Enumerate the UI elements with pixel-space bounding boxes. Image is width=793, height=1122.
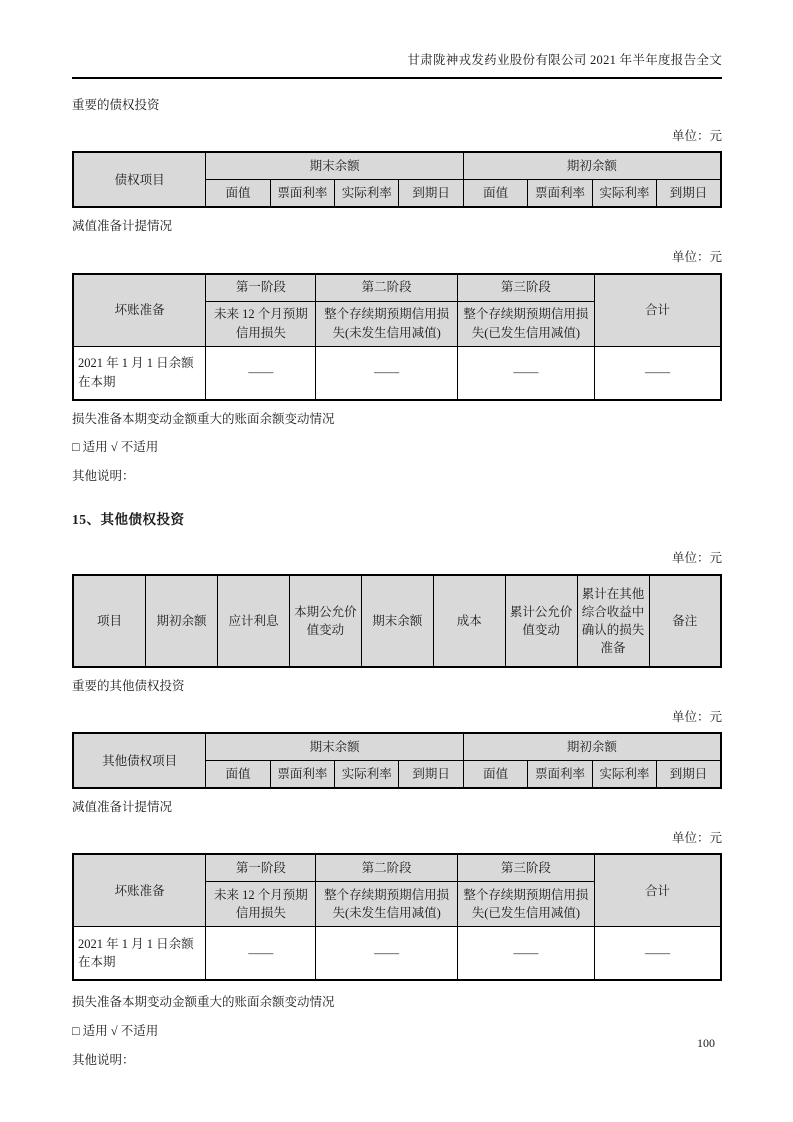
col-header-stage1: 第一阶段 xyxy=(206,854,316,882)
col-header-coupon-rate: 票面利率 xyxy=(270,761,334,789)
unit-label: 单位：元 xyxy=(671,830,722,845)
col-header-maturity-date: 到期日 xyxy=(657,761,721,789)
other-notes-label: 其他说明： xyxy=(72,1052,135,1067)
col-header-coupon-rate: 票面利率 xyxy=(270,180,334,208)
cell-dash: —— xyxy=(206,346,316,400)
unit-label: 单位：元 xyxy=(671,551,722,566)
row-label-balance-jan1: 2021 年 1 月 1 日余额在本期 xyxy=(73,927,206,981)
col-header-ending-balance: 期末余额 xyxy=(361,575,433,667)
col-header-cumulative-fv-change: 累计公允价值变动 xyxy=(505,575,577,667)
col-header-stage3-desc: 整个存续期预期信用损失(已发生信用减值) xyxy=(457,882,594,927)
page-number: 100 xyxy=(697,1036,715,1050)
col-group-beginning-balance: 期初余额 xyxy=(463,152,721,180)
cell-dash: —— xyxy=(316,927,457,981)
bad-debt-provision-table-2 xyxy=(72,853,722,981)
cell-dash: —— xyxy=(457,346,594,400)
col-header-accrued-interest: 应计利息 xyxy=(217,575,289,667)
col-header-face-value: 面值 xyxy=(206,180,270,208)
col-header-coupon-rate: 票面利率 xyxy=(528,761,592,789)
col-header-stage1-desc: 未来 12 个月预期信用损失 xyxy=(206,301,316,346)
col-header-effective-rate: 实际利率 xyxy=(592,761,656,789)
other-debt-detail-table xyxy=(72,574,722,668)
col-header-maturity-date: 到期日 xyxy=(657,180,721,208)
cell-dash: —— xyxy=(595,346,721,400)
col-header-stage2-desc: 整个存续期预期信用损失(未发生信用减值) xyxy=(316,301,457,346)
col-header-beginning-balance: 期初余额 xyxy=(146,575,218,667)
impairment-label: 减值准备计提情况 xyxy=(72,219,173,234)
col-header-face-value: 面值 xyxy=(463,180,527,208)
loss-change-label: 损失准备本期变动金额重大的账面余额变动情况 xyxy=(72,411,335,426)
important-other-debt-label: 重要的其他债权投资 xyxy=(72,678,185,693)
cell-dash: —— xyxy=(316,346,457,400)
col-header-remarks: 备注 xyxy=(649,575,721,667)
important-debt-label: 重要的债权投资 xyxy=(72,98,160,112)
col-header-coupon-rate: 票面利率 xyxy=(528,180,592,208)
col-header-face-value: 面值 xyxy=(206,761,270,789)
col-header-stage3-desc: 整个存续期预期信用损失(已发生信用减值) xyxy=(457,301,594,346)
col-header-maturity-date: 到期日 xyxy=(399,180,463,208)
unit-label: 单位：元 xyxy=(671,249,722,264)
col-header-stage1-desc: 未来 12 个月预期信用损失 xyxy=(206,882,316,927)
col-header-stage1: 第一阶段 xyxy=(206,274,316,302)
other-debt-investment-table xyxy=(72,732,722,789)
col-header-stage2: 第二阶段 xyxy=(316,274,457,302)
col-header-item: 项目 xyxy=(73,575,146,667)
document-header-title: 甘肃陇神戎发药业股份有限公司 2021 年半年度报告全文 xyxy=(72,50,722,79)
col-header-bad-debt: 坏账准备 xyxy=(73,854,206,927)
col-header-effective-rate: 实际利率 xyxy=(335,180,399,208)
cell-dash: —— xyxy=(595,927,721,981)
col-header-fv-change-current: 本期公允价值变动 xyxy=(289,575,361,667)
other-notes-label: 其他说明： xyxy=(72,468,135,483)
loss-change-label: 损失准备本期变动金额重大的账面余额变动情况 xyxy=(72,995,335,1010)
section-15-heading: 15、其他债权投资 xyxy=(72,512,185,528)
row-label-balance-jan1: 2021 年 1 月 1 日余额在本期 xyxy=(73,346,206,400)
cell-dash: —— xyxy=(206,927,316,981)
debt-investment-table xyxy=(72,151,722,208)
col-header-total: 合计 xyxy=(595,274,721,347)
col-group-beginning-balance: 期初余额 xyxy=(463,733,721,761)
col-header-maturity-date: 到期日 xyxy=(399,761,463,789)
unit-label: 单位：元 xyxy=(671,709,722,724)
col-header-face-value: 面值 xyxy=(463,761,527,789)
col-header-effective-rate: 实际利率 xyxy=(592,180,656,208)
col-header-bad-debt: 坏账准备 xyxy=(73,274,206,347)
bad-debt-provision-table xyxy=(72,273,722,401)
col-header-stage3: 第三阶段 xyxy=(457,854,594,882)
col-header-loss-provision-oci: 累计在其他综合收益中确认的损失准备 xyxy=(577,575,649,667)
col-header-effective-rate: 实际利率 xyxy=(335,761,399,789)
col-header-debt-item: 债权项目 xyxy=(73,152,206,207)
col-header-stage2: 第二阶段 xyxy=(316,854,457,882)
col-header-total: 合计 xyxy=(595,854,721,927)
impairment-label: 减值准备计提情况 xyxy=(72,800,173,815)
col-header-other-debt-item: 其他债权项目 xyxy=(73,733,206,788)
cell-dash: —— xyxy=(457,927,594,981)
col-header-stage2-desc: 整个存续期预期信用损失(未发生信用减值) xyxy=(316,882,457,927)
col-header-stage3: 第三阶段 xyxy=(457,274,594,302)
unit-label: 单位：元 xyxy=(671,128,722,143)
col-header-cost: 成本 xyxy=(433,575,505,667)
applicable-checkbox-line: □ 适用 √ 不适用 xyxy=(72,1024,159,1038)
col-group-ending-balance: 期末余额 xyxy=(206,152,464,180)
col-group-ending-balance: 期末余额 xyxy=(206,733,464,761)
applicable-checkbox-line: □ 适用 √ 不适用 xyxy=(72,440,159,455)
